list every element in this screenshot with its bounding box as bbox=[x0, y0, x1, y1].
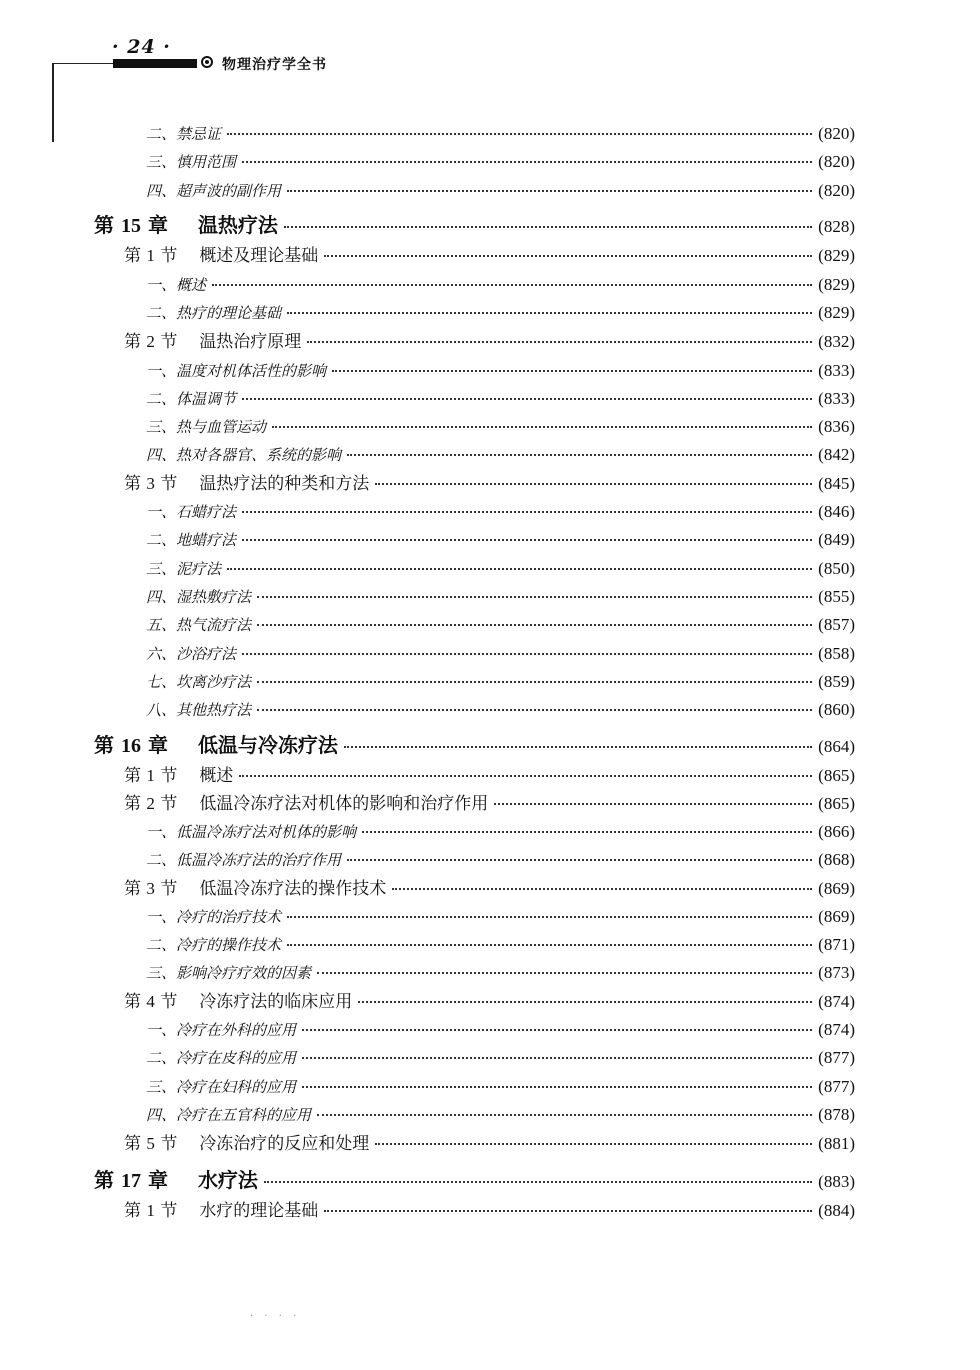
toc-item-row[interactable] bbox=[146, 526, 855, 554]
toc-section-number: 2 bbox=[146, 332, 155, 351]
dot-leader bbox=[302, 1086, 812, 1088]
toc-page-number: (836) bbox=[818, 417, 855, 436]
toc-item-label: 四、冷疗在五官科的应用 bbox=[146, 1106, 312, 1124]
toc-item-label: 一、概述 bbox=[146, 276, 207, 294]
toc-item-label: 一、温度对机体活性的影响 bbox=[146, 362, 327, 380]
toc-item-label: 二、低温冷冻疗法的治疗作用 bbox=[146, 851, 342, 869]
toc-section-heading bbox=[124, 762, 233, 790]
toc-item-label: 二、地蜡疗法 bbox=[146, 531, 237, 549]
dot-leader bbox=[324, 255, 812, 257]
toc-item-label: 七、坎离沙疗法 bbox=[146, 673, 252, 691]
dot-leader bbox=[242, 511, 812, 513]
toc-page-number: (865) bbox=[818, 766, 855, 785]
dot-leader bbox=[257, 709, 812, 711]
toc-section-row[interactable] bbox=[124, 790, 855, 818]
toc-page-number: (829) bbox=[818, 303, 855, 322]
toc-chapter-title: 温热疗法 bbox=[197, 213, 278, 237]
toc-chapter-suffix: 章 bbox=[147, 213, 168, 237]
dot-leader bbox=[284, 226, 812, 228]
toc-item-row[interactable] bbox=[146, 498, 855, 526]
toc-item-row[interactable] bbox=[146, 441, 855, 469]
toc-section-prefix: 第 bbox=[124, 879, 141, 899]
toc-item-label: 三、热与血管运动 bbox=[146, 418, 267, 436]
header-rule bbox=[52, 63, 114, 64]
toc-section-title: 概述及理论基础 bbox=[199, 246, 319, 266]
toc-section-title: 冷冻治疗的反应和处理 bbox=[199, 1134, 370, 1154]
toc-section-row[interactable] bbox=[124, 875, 855, 903]
toc-section-title: 低温冷冻疗法的操作技术 bbox=[199, 879, 387, 899]
toc-chapter-suffix: 章 bbox=[147, 1168, 168, 1192]
toc-page-number: (881) bbox=[818, 1134, 855, 1153]
toc-section-number: 2 bbox=[146, 794, 155, 813]
toc-page-number: (820) bbox=[818, 152, 855, 171]
toc-item-label: 四、热对各器官、系统的影响 bbox=[146, 446, 342, 464]
toc-page-number: (857) bbox=[818, 615, 855, 634]
running-header-title: 物理治疗学全书 bbox=[222, 57, 327, 73]
toc-item-row[interactable] bbox=[146, 299, 855, 327]
toc-page-number: (833) bbox=[818, 389, 855, 408]
toc-item-row[interactable] bbox=[146, 903, 855, 931]
toc-item-row[interactable] bbox=[146, 271, 855, 299]
toc-section-suffix: 节 bbox=[160, 879, 178, 899]
toc-section-title: 温热疗法的种类和方法 bbox=[199, 474, 370, 494]
toc-item-label: 四、超声波的副作用 bbox=[146, 182, 282, 200]
toc-chapter-row[interactable] bbox=[94, 1163, 855, 1197]
header-bar-decoration bbox=[113, 59, 197, 68]
toc-chapter-row[interactable] bbox=[94, 728, 855, 762]
dot-leader bbox=[242, 653, 812, 655]
toc-section-heading bbox=[124, 242, 318, 270]
toc-section-suffix: 节 bbox=[160, 766, 178, 786]
toc-chapter-title: 低温与冷冻疗法 bbox=[197, 733, 338, 757]
toc-item-row[interactable] bbox=[146, 148, 855, 176]
toc-section-title: 温热治疗原理 bbox=[199, 332, 302, 352]
toc-section-row[interactable] bbox=[124, 242, 855, 270]
toc-item-label: 一、石蜡疗法 bbox=[146, 503, 237, 521]
toc-section-heading bbox=[124, 328, 301, 356]
toc-page-number: (884) bbox=[818, 1201, 855, 1220]
toc-page-number: (828) bbox=[818, 217, 855, 236]
toc-section-number: 4 bbox=[146, 992, 155, 1011]
dot-leader bbox=[317, 1114, 812, 1116]
toc-section-heading bbox=[124, 1197, 318, 1225]
page-number: · 24 · bbox=[112, 36, 171, 58]
toc-section-row[interactable] bbox=[124, 988, 855, 1016]
dot-leader bbox=[302, 1029, 812, 1031]
toc-section-suffix: 节 bbox=[160, 992, 178, 1012]
toc-page-number: (869) bbox=[818, 907, 855, 926]
toc-section-heading bbox=[124, 470, 369, 498]
toc-chapter-suffix: 章 bbox=[147, 733, 168, 757]
toc-chapter-title: 水疗法 bbox=[197, 1168, 258, 1192]
toc-item-label: 一、冷疗在外科的应用 bbox=[146, 1021, 297, 1039]
toc-section-prefix: 第 bbox=[124, 1134, 141, 1154]
toc-item-row[interactable] bbox=[146, 846, 855, 874]
toc-section-number: 1 bbox=[146, 246, 155, 265]
toc-page-number: (829) bbox=[818, 246, 855, 265]
dot-leader bbox=[332, 370, 812, 372]
toc-section-row[interactable] bbox=[124, 762, 855, 790]
toc-section-suffix: 节 bbox=[160, 794, 178, 814]
toc-chapter-number: 17 bbox=[120, 1170, 141, 1192]
toc-item-label: 三、冷疗在妇科的应用 bbox=[146, 1078, 297, 1096]
toc-item-row[interactable] bbox=[146, 640, 855, 668]
dot-leader bbox=[362, 831, 812, 833]
dot-leader bbox=[264, 1181, 812, 1183]
dot-leader bbox=[358, 1001, 812, 1003]
toc-section-number: 1 bbox=[146, 1201, 155, 1220]
toc-section-prefix: 第 bbox=[124, 766, 141, 786]
toc-page-number: (842) bbox=[818, 445, 855, 464]
toc-item-label: 二、冷疗在皮科的应用 bbox=[146, 1049, 297, 1067]
toc-item-label: 二、冷疗的操作技术 bbox=[146, 936, 282, 954]
toc-item-label: 五、热气流疗法 bbox=[146, 616, 252, 634]
dot-leader bbox=[287, 944, 812, 946]
dot-leader bbox=[375, 1143, 812, 1145]
toc-page-number: (874) bbox=[818, 992, 855, 1011]
toc-page-number: (859) bbox=[818, 672, 855, 691]
toc-item-row[interactable] bbox=[146, 1044, 855, 1072]
toc-item-label: 二、热疗的理论基础 bbox=[146, 304, 282, 322]
toc-section-suffix: 节 bbox=[160, 332, 178, 352]
dot-leader bbox=[287, 916, 812, 918]
toc-item-row[interactable] bbox=[146, 1101, 855, 1129]
dot-leader bbox=[375, 483, 812, 485]
toc-section-suffix: 节 bbox=[160, 1134, 178, 1154]
toc-section-number: 5 bbox=[146, 1134, 155, 1153]
dot-leader bbox=[242, 539, 812, 541]
toc-chapter-number: 16 bbox=[120, 735, 141, 757]
toc-page-number: (820) bbox=[818, 124, 855, 143]
toc-page-number: (866) bbox=[818, 822, 855, 841]
header-margin-rule bbox=[52, 64, 54, 142]
toc-section-suffix: 节 bbox=[160, 474, 178, 494]
toc-item-row[interactable] bbox=[146, 385, 855, 413]
dot-leader bbox=[272, 426, 812, 428]
toc-page-number: (850) bbox=[818, 559, 855, 578]
toc-item-label: 三、慎用范围 bbox=[146, 153, 237, 171]
dot-leader bbox=[494, 803, 812, 805]
toc-page-number: (878) bbox=[818, 1105, 855, 1124]
toc-section-suffix: 节 bbox=[160, 1201, 178, 1221]
toc-item-row[interactable] bbox=[146, 583, 855, 611]
toc-item-row[interactable] bbox=[146, 177, 855, 205]
toc-chapter-prefix: 第 bbox=[94, 1168, 114, 1192]
toc-section-number: 3 bbox=[146, 879, 155, 898]
dot-leader bbox=[302, 1057, 812, 1059]
dot-leader bbox=[347, 454, 812, 456]
toc-section-title: 水疗的理论基础 bbox=[199, 1201, 319, 1221]
toc-item-row[interactable] bbox=[146, 1073, 855, 1101]
toc-item-row[interactable] bbox=[146, 555, 855, 583]
toc-page-number: (846) bbox=[818, 502, 855, 521]
dot-leader bbox=[307, 341, 812, 343]
toc-section-number: 1 bbox=[146, 766, 155, 785]
toc-page-number: (873) bbox=[818, 963, 855, 982]
toc-chapter-number: 15 bbox=[120, 215, 141, 237]
toc-section-row[interactable] bbox=[124, 1130, 855, 1158]
toc-item-label: 一、低温冷冻疗法对机体的影响 bbox=[146, 823, 357, 841]
toc-page-number: (877) bbox=[818, 1048, 855, 1067]
toc-chapter-prefix: 第 bbox=[94, 213, 114, 237]
toc-section-suffix: 节 bbox=[160, 246, 178, 266]
toc-page-number: (855) bbox=[818, 587, 855, 606]
toc-item-label: 二、禁忌证 bbox=[146, 125, 222, 143]
toc-page-number: (874) bbox=[818, 1020, 855, 1039]
toc-section-row[interactable] bbox=[124, 328, 855, 356]
scan-artifact: · · · · bbox=[250, 1311, 301, 1322]
toc-section-title: 概述 bbox=[199, 766, 234, 786]
toc-page-number: (877) bbox=[818, 1077, 855, 1096]
toc-page-number: (860) bbox=[818, 700, 855, 719]
toc-page-number: (868) bbox=[818, 850, 855, 869]
toc-section-row[interactable] bbox=[124, 1197, 855, 1225]
toc-chapter-row[interactable] bbox=[94, 208, 855, 242]
toc-page-number: (833) bbox=[818, 361, 855, 380]
toc-page-number: (871) bbox=[818, 935, 855, 954]
toc-page-number: (883) bbox=[818, 1172, 855, 1191]
toc-page-number: (869) bbox=[818, 879, 855, 898]
toc-section-title: 冷冻疗法的临床应用 bbox=[199, 992, 353, 1012]
toc-section-prefix: 第 bbox=[124, 1201, 141, 1221]
toc-item-row[interactable] bbox=[146, 959, 855, 987]
dot-leader bbox=[227, 568, 812, 570]
toc-page-number: (829) bbox=[818, 275, 855, 294]
dot-leader bbox=[212, 284, 812, 286]
dot-leader bbox=[257, 624, 812, 626]
toc-section-heading bbox=[124, 875, 386, 903]
toc-section-number: 3 bbox=[146, 474, 155, 493]
toc-chapter-heading bbox=[94, 728, 338, 763]
dot-leader bbox=[227, 133, 812, 135]
toc-section-prefix: 第 bbox=[124, 992, 141, 1012]
toc-section-title: 低温冷冻疗法对机体的影响和治疗作用 bbox=[199, 794, 489, 814]
toc-page-number: (858) bbox=[818, 644, 855, 663]
toc-section-heading bbox=[124, 790, 488, 818]
toc-section-prefix: 第 bbox=[124, 474, 141, 494]
toc-item-row[interactable] bbox=[146, 413, 855, 441]
toc-item-label: 四、湿热敷疗法 bbox=[146, 588, 252, 606]
toc-page-number: (865) bbox=[818, 794, 855, 813]
toc-chapter-heading bbox=[94, 1163, 258, 1198]
toc-chapter-prefix: 第 bbox=[94, 733, 114, 757]
toc-item-row[interactable] bbox=[146, 120, 855, 148]
dot-leader bbox=[242, 161, 812, 163]
toc-page-number: (832) bbox=[818, 332, 855, 351]
toc-item-row[interactable] bbox=[146, 818, 855, 846]
toc-section-prefix: 第 bbox=[124, 246, 141, 266]
toc-page-number: (845) bbox=[818, 474, 855, 493]
dot-leader bbox=[344, 746, 812, 748]
toc-page-number: (849) bbox=[818, 530, 855, 549]
dot-leader bbox=[324, 1210, 812, 1212]
toc-item-row[interactable] bbox=[146, 931, 855, 959]
toc-page-number: (864) bbox=[818, 737, 855, 756]
toc-item-row[interactable] bbox=[146, 357, 855, 385]
header-bullet-icon bbox=[201, 56, 213, 68]
toc-item-label: 三、泥疗法 bbox=[146, 560, 222, 578]
dot-leader bbox=[239, 775, 812, 777]
toc-page-number: (820) bbox=[818, 181, 855, 200]
dot-leader bbox=[287, 312, 812, 314]
toc-section-heading bbox=[124, 988, 352, 1016]
toc-item-label: 二、体温调节 bbox=[146, 390, 237, 408]
toc-chapter-heading bbox=[94, 208, 278, 243]
toc-item-label: 三、影响冷疗疗效的因素 bbox=[146, 964, 312, 982]
toc-item-row[interactable] bbox=[146, 1016, 855, 1044]
dot-leader bbox=[257, 596, 812, 598]
toc-section-heading bbox=[124, 1130, 369, 1158]
dot-leader bbox=[242, 398, 812, 400]
toc-section-prefix: 第 bbox=[124, 794, 141, 814]
dot-leader bbox=[317, 972, 812, 974]
toc-item-row[interactable] bbox=[146, 668, 855, 696]
dot-leader bbox=[257, 681, 812, 683]
toc-item-row[interactable] bbox=[146, 696, 855, 724]
toc-item-row[interactable] bbox=[146, 611, 855, 639]
dot-leader bbox=[392, 888, 812, 890]
toc-section-prefix: 第 bbox=[124, 332, 141, 352]
toc-section-row[interactable] bbox=[124, 470, 855, 498]
dot-leader bbox=[287, 190, 812, 192]
toc-item-label: 八、其他热疗法 bbox=[146, 701, 252, 719]
toc-item-label: 一、冷疗的治疗技术 bbox=[146, 908, 282, 926]
dot-leader bbox=[347, 859, 812, 861]
toc-item-label: 六、沙浴疗法 bbox=[146, 645, 237, 663]
